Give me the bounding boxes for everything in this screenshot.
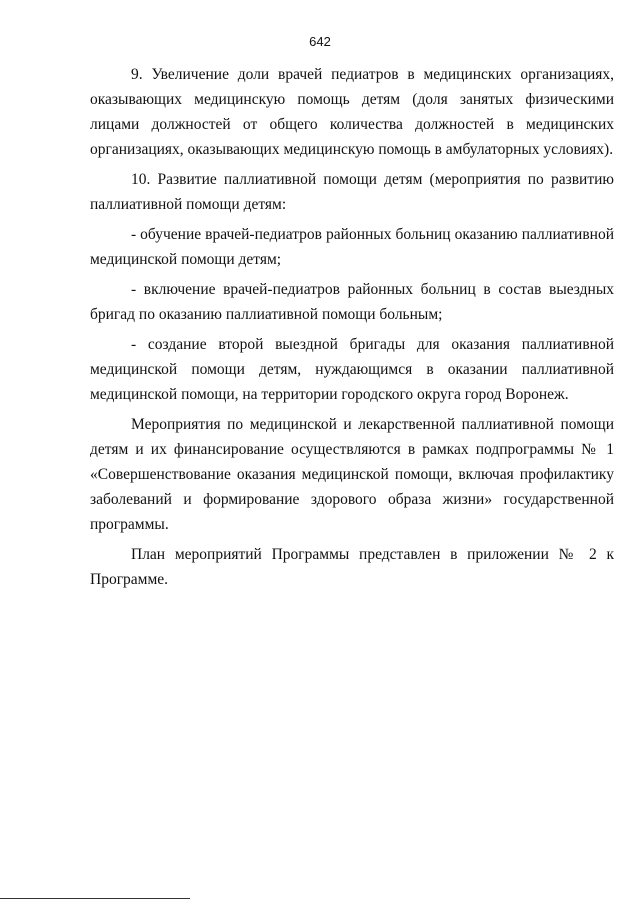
footnote-divider [0,898,190,899]
list-item-training: - обучение врачей-педиатров районных больниц оказанию паллиативной медицинской помощи детям; [90,226,614,268]
paragraph-financing: Мероприятия по медицинской и лекарственной паллиативной помощи детям и их финансирование осуществляются в рамках подпрограммы № 1 «Совершенствование оказания медицинской помощи, включая профилактику заболеваний и формирование здорового образа жизни» государственной программы. [90,416,614,533]
paragraph-item-10: 10. Развитие паллиативной помощи детям (мероприятия по развитию паллиативной помощи детям: [90,171,614,213]
paragraph-item-9: 9. Увеличение доли врачей педиатров в медицинских организациях, оказывающих медицинскую помощь детям (доля занятых физическими лицами должностей от общего количества должностей в медицинских организациях, оказывающих медицинскую помощь в амбулаторных условиях). [90,66,614,158]
page-number: 642 [309,34,331,49]
paragraph-plan: План мероприятий Программы представлен в приложении № 2 к Программе. [90,546,614,588]
list-item-second-brigade: - создание второй выездной бригады для оказания паллиативной медицинской помощи детям, нуждающимся в оказании паллиативной медицинской помощи, на территории городского округа город Воронеж. [90,336,614,403]
document-body [90,62,614,592]
list-item-brigades: - включение врачей-педиатров районных больниц в состав выездных бригад по оказанию паллиативной помощи больным; [90,281,614,323]
